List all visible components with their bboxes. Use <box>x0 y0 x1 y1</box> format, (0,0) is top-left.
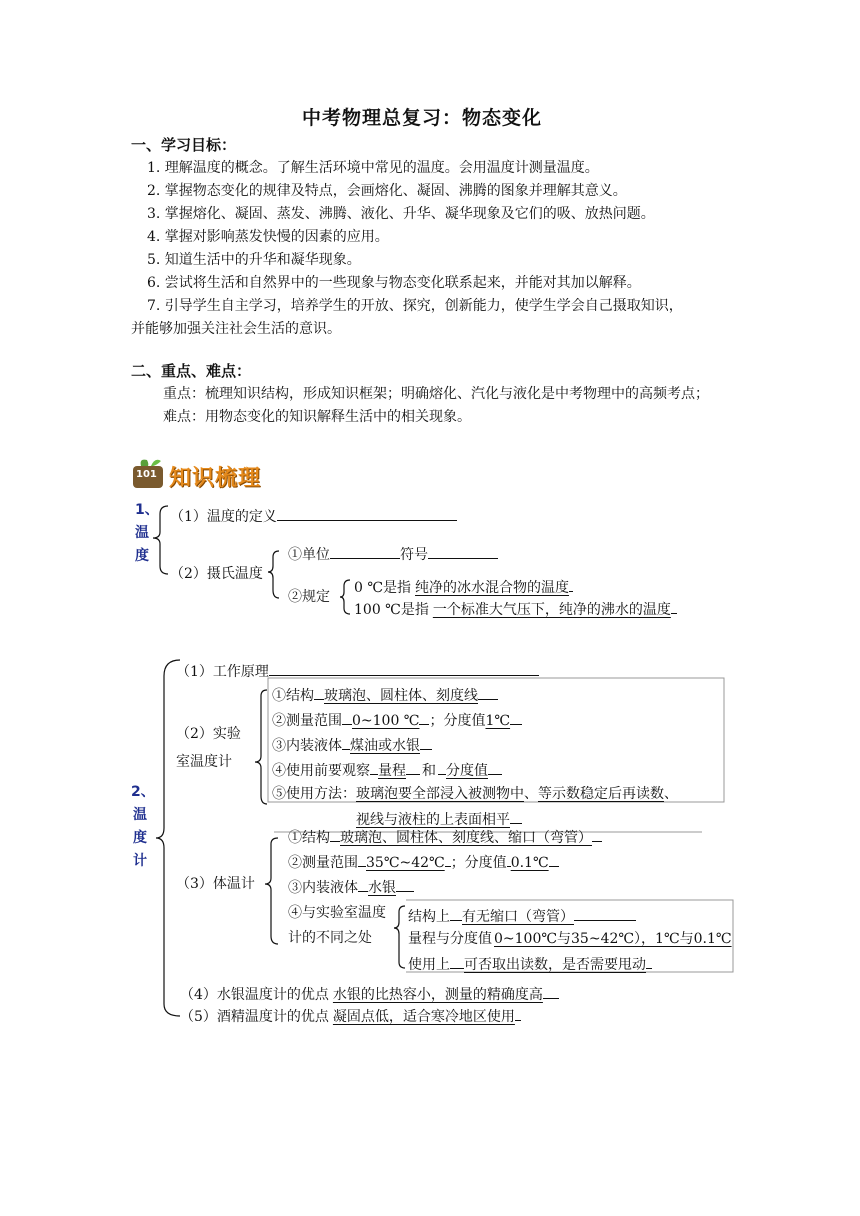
answer: 凝固点低，适合寒冷地区使用 <box>332 1009 515 1025</box>
goal-item: 4. 掌握对影响蒸发快慢的因素的应用。 <box>147 229 389 245</box>
lab-observe-row <box>272 759 502 781</box>
lab-usage-row <box>272 784 678 804</box>
label: ⑤使用方法： <box>272 786 356 802</box>
answer: 量程 <box>378 763 406 779</box>
blank-line <box>543 983 559 999</box>
blank-line <box>488 759 502 775</box>
goal-item-continued: 并能够加强关注社会生活的意识。 <box>131 321 341 337</box>
mercury-advantage-row <box>180 983 559 1005</box>
topic-label-temperature: 度 <box>135 548 149 564</box>
topic-label-temperature: 温 <box>135 525 149 541</box>
body-liquid-row <box>288 876 414 898</box>
blank-line <box>592 826 602 842</box>
blank-line <box>428 543 498 559</box>
answer: 等示数稳定后再读数 <box>538 786 664 802</box>
lab-range-row <box>272 709 522 731</box>
topic-label-thermometer: 度 <box>133 830 147 846</box>
label: （4）水银温度计的优点 <box>180 987 329 1003</box>
temp-definition <box>170 505 457 527</box>
separator: 、 <box>524 786 538 802</box>
page-title: 中考物理总复习：物态变化 <box>302 107 543 129</box>
lab-thermometer-label: （2）实验 <box>176 726 241 742</box>
answer: 分度值 <box>446 763 488 779</box>
blank-line <box>478 684 498 700</box>
answer: 水银的比热容小，测量的精确度高 <box>332 987 543 1003</box>
zero-answer: 纯净的冰水混合物的温度 <box>415 580 570 596</box>
answer: 玻璃泡、圆柱体、刻度线、缩口（弯管） <box>340 830 592 846</box>
difficult-point: 难点：用物态变化的知识解释生活中的相关现象。 <box>163 409 471 425</box>
blank-line <box>450 905 462 921</box>
hundred-label: 100 ℃是指 <box>354 602 429 618</box>
answer: 1℃ <box>485 713 511 729</box>
blank-line <box>419 709 429 725</box>
lab-structure-row <box>272 684 498 706</box>
goal-item: 3. 掌握熔化、凝固、蒸发、沸腾、液化、升华、凝华现象及它们的吸、放热问题。 <box>147 206 655 222</box>
diff-range-row <box>408 929 732 949</box>
blank-line <box>342 709 352 725</box>
badge-title: 知识梳理 <box>169 466 262 491</box>
goal-item: 1. 理解温度的概念。了解生活环境中常见的温度。会用温度计测量温度。 <box>147 160 599 176</box>
blank-line <box>646 953 652 969</box>
blank-line <box>277 505 457 521</box>
label: ①结构 <box>288 830 330 846</box>
answer: 0~100℃与35~42℃），1℃与0.1℃ <box>494 931 732 947</box>
answer: 玻璃泡、圆柱体、刻度线 <box>324 688 478 704</box>
diff-structure-row <box>408 905 636 927</box>
principle-row <box>176 660 539 682</box>
goal-item: 7. 引导学生自主学习，培养学生的开放、探究，创新能力，使学生学会自己摄取知识， <box>147 298 683 314</box>
badge-number: 101 <box>136 469 157 480</box>
blank-line <box>671 598 677 614</box>
label: ②测量范围 <box>272 713 342 729</box>
blank-line <box>358 876 368 892</box>
blank-line <box>406 759 420 775</box>
label: （5）酒精温度计的优点 <box>180 1009 329 1025</box>
topic-label-thermometer: 计 <box>133 853 147 869</box>
blank-line <box>438 759 446 775</box>
blank-line <box>510 808 522 824</box>
blank-line <box>370 759 378 775</box>
unit-row <box>288 543 498 565</box>
answer: 35℃~42℃ <box>366 855 445 871</box>
topic-label-thermometer: 温 <box>133 807 147 823</box>
answer: 有无缩口（弯管） <box>462 909 574 925</box>
rule-label: ②规定 <box>288 589 330 605</box>
label: 和 <box>422 763 436 779</box>
blank-line <box>515 1005 521 1021</box>
blank-line <box>396 876 414 892</box>
answer: 视线与液柱的上表面相平 <box>356 812 510 828</box>
label: ①结构 <box>272 688 314 704</box>
unit-label: ①单位 <box>288 547 330 563</box>
diff-usage-row <box>408 953 652 975</box>
key-point: 重点：梳理知识结构，形成知识框架；明确熔化、汽化与液化是中考物理中的高频考点； <box>163 386 709 402</box>
label: ；分度值 <box>429 713 486 729</box>
blank-line <box>342 734 350 750</box>
separator: 、 <box>664 786 678 802</box>
difference-label: 计的不同之处 <box>288 930 372 946</box>
answer: 玻璃泡要全部浸入被测物中 <box>356 786 524 802</box>
celsius-label: （2）摄氏温度 <box>170 566 263 582</box>
goal-item: 6. 尝试将生活和自然界中的一些现象与物态变化联系起来，并能对其加以解释。 <box>147 275 641 291</box>
topic-label-thermometer: 2、 <box>131 784 155 800</box>
blank-line <box>420 734 432 750</box>
blank-line <box>330 543 400 559</box>
answer: 可否取出读数，是否需要甩动 <box>464 957 646 973</box>
section-heading-focus: 二、重点、难点： <box>131 362 252 380</box>
lab-liquid-row <box>272 734 432 756</box>
topic-label-temperature: 1、 <box>135 502 159 518</box>
blank-line <box>569 576 573 592</box>
body-structure-row <box>288 826 602 848</box>
label: ；分度值 <box>450 855 507 871</box>
label: ④使用前要观察 <box>272 763 370 779</box>
blank-line <box>510 709 522 725</box>
goal-item: 2. 掌握物态变化的规律及特点，会画熔化、凝固、沸腾的图象并理解其意义。 <box>147 183 627 199</box>
hundred-answer: 一个标准大气压下，纯净的沸水的温度 <box>432 602 671 618</box>
difference-label: ④与实验室温度 <box>288 905 386 921</box>
blank-line <box>450 953 464 969</box>
goal-item: 5. 知道生活中的升华和凝华现象。 <box>147 252 361 268</box>
answer: 水银 <box>368 880 396 896</box>
blank-line <box>358 851 366 867</box>
blank-line <box>269 660 539 676</box>
label: 使用上 <box>408 957 450 973</box>
label: ③内装液体 <box>288 880 358 896</box>
hundred-degree-row <box>354 598 677 620</box>
body-thermometer-label: （3）体温计 <box>176 876 255 892</box>
zero-label: 0 ℃是指 <box>354 580 412 596</box>
label: ③内装液体 <box>272 738 342 754</box>
blank-line <box>549 851 559 867</box>
body-range-row <box>288 851 559 873</box>
blank-line <box>330 826 340 842</box>
blank-line <box>574 905 636 921</box>
answer: 0.1℃ <box>510 855 549 871</box>
label: ②测量范围 <box>288 855 358 871</box>
zero-degree-row <box>354 576 573 598</box>
lab-thermometer-label: 室温度计 <box>176 754 232 770</box>
symbol-label: 符号 <box>400 547 428 563</box>
temp-definition-label: （1）温度的定义 <box>170 509 277 525</box>
label: 量程与分度值 <box>408 931 492 947</box>
answer: 煤油或水银 <box>350 738 420 754</box>
answer: 0~100 ℃ <box>352 713 420 729</box>
alcohol-advantage-row <box>180 1005 521 1027</box>
section-heading-goals: 一、学习目标： <box>131 136 237 154</box>
principle-label: （1）工作原理 <box>176 664 269 680</box>
blank-line <box>314 684 324 700</box>
label: 结构上 <box>408 909 450 925</box>
